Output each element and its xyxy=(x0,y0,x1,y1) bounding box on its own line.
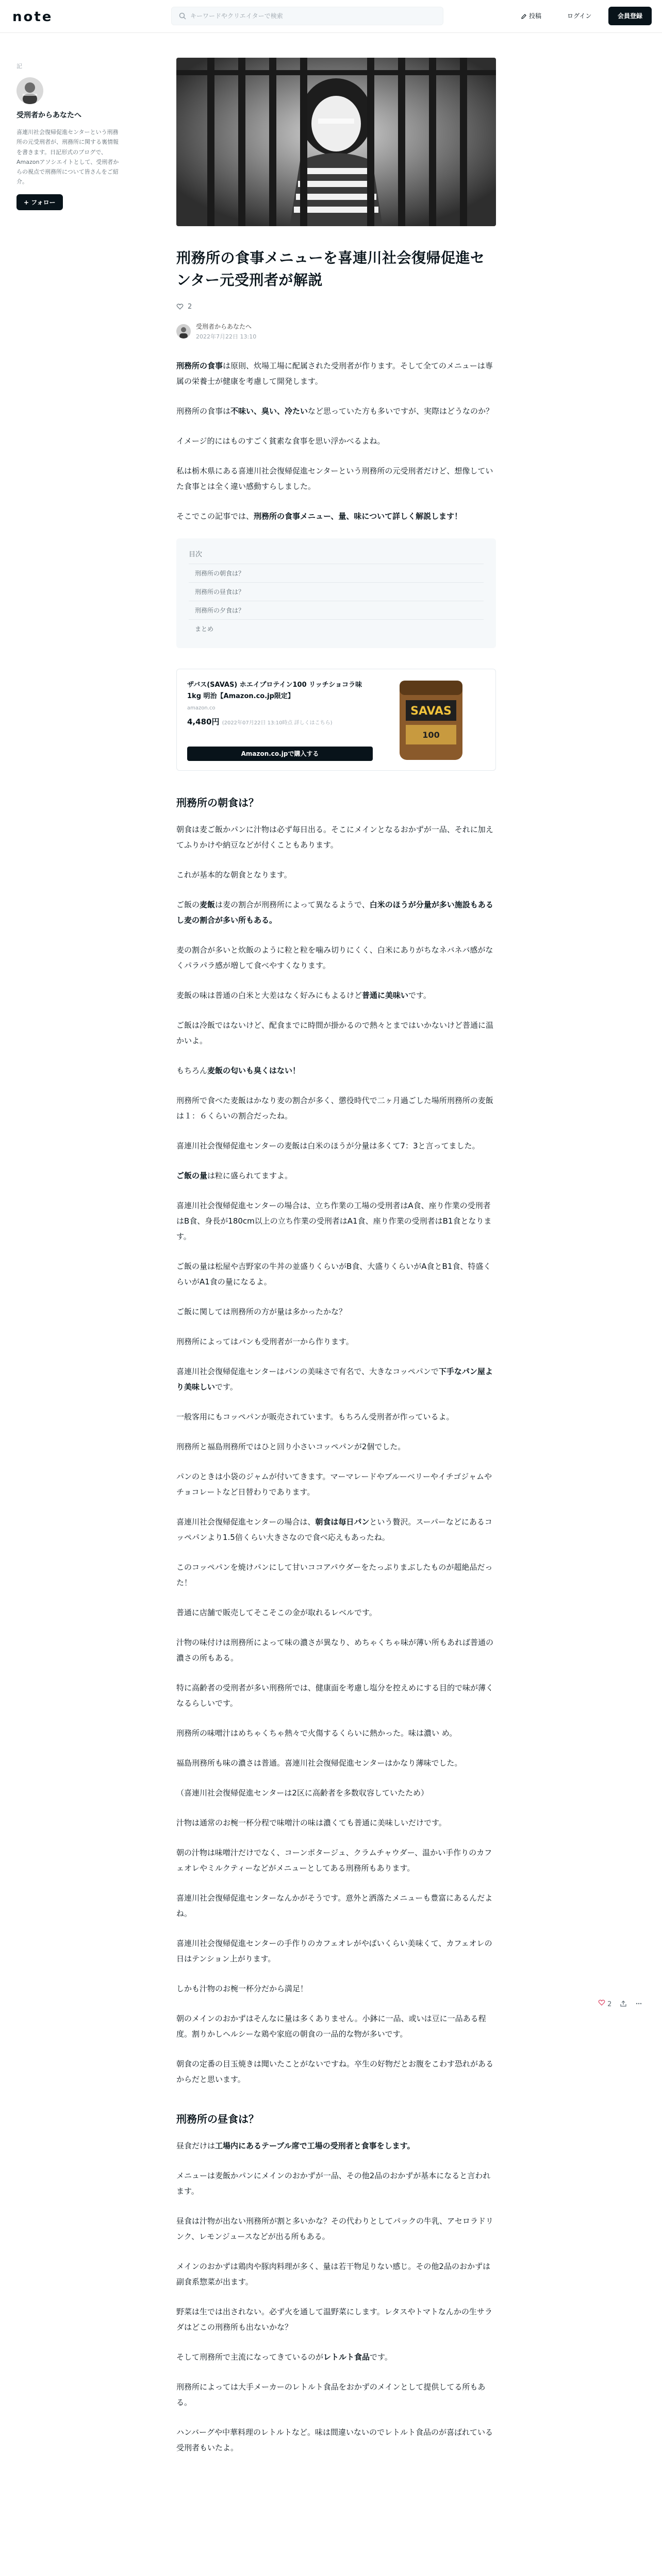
publish-date: 2022年7月22日 13:10 xyxy=(196,333,257,340)
paragraph: そこでこの記事では、刑務所の食事メニュー、量、味について詳しく解説します！ xyxy=(176,511,462,521)
paragraph: メニューは麦飯かパンにメインのおかずが一品、その他2品のおかずが基本になると言われます。 xyxy=(176,2171,491,2196)
heart-icon xyxy=(598,1999,605,2006)
paragraph: 喜連川社会復帰促進センターの場合は、立ち作業の工場の受刑者はA食、座り作業の受刑者はB食、身長が180cm以上の立ち作業の受刑者はA1食、座り作業の受刑者はB1食となります。 xyxy=(176,1200,492,1241)
author-avatar[interactable] xyxy=(16,77,43,104)
follow-button-label: フォロー xyxy=(31,198,56,206)
product-title[interactable]: ザバス(SAVAS) ホエイプロテイン100 リッチショコラ味 1kg 明治【Amazon.co.jp限定】 xyxy=(187,681,362,700)
pen-icon xyxy=(521,13,527,20)
sidebar-label: 記 xyxy=(16,63,22,70)
like-summary xyxy=(176,303,496,311)
login-button[interactable]: ログイン xyxy=(567,12,592,20)
plus-icon: + xyxy=(24,198,31,206)
heart-icon[interactable] xyxy=(176,303,184,310)
paragraph: 昼食だけは工場内にあるテーブル席で工場の受刑者と食事をします。 xyxy=(176,2141,415,2150)
paragraph: そして刑務所で主流になってきているのがレトルト食品です。 xyxy=(176,2352,392,2362)
svg-text:SAVAS: SAVAS xyxy=(410,704,452,718)
paragraph: 一般客用にもコッペパンが販売されています。もちろん受刑者が作っているよ。 xyxy=(176,1412,454,1421)
creator-sidebar xyxy=(16,62,124,210)
paragraph: （喜連川社会復帰促進センターは2区に高齢者を多数収容していたため） xyxy=(176,1788,428,1798)
toc-heading[interactable]: 目次 xyxy=(189,550,203,558)
paragraph: 喜連川社会復帰促進センターなんかがそうです。意外と洒落たメニューも豊富にあるんだよね。 xyxy=(176,1893,493,1918)
paragraph: 刑務所の食事は不味い、臭い、冷たいなど思っていた方も多いですが、実際はどうなのか？ xyxy=(176,406,494,416)
note-logo[interactable]: note xyxy=(12,9,53,25)
paragraph: イメージ的にはものすごく貧素な食事を思い浮かべるよね。 xyxy=(176,436,385,446)
paragraph: ご飯の量は松屋や吉野家の牛丼の並盛りくらいがB食、大盛りくらいがA食とB1食、特盛くらいがA1食の量になるよ。 xyxy=(176,1261,491,1286)
paragraph: 特に高齢者の受刑者が多い刑務所では、健康面を考慮し塩分を控えめにする目的で味が薄くなるらしいです。 xyxy=(176,1683,494,1708)
paragraph: これが基本的な朝食となります。 xyxy=(176,870,292,879)
buy-on-amazon-button[interactable]: Amazon.co.jpで購入する xyxy=(187,747,373,761)
paragraph: ご飯は冷飯ではないけど、配食までに時間が掛かるので熱々とまではいかないけど普通に温かいよ。 xyxy=(176,1020,494,1045)
toc-item[interactable]: 刑務所の夕食は？ xyxy=(189,601,484,619)
article-column xyxy=(176,58,496,2470)
paragraph: メインのおかずは鶏肉や豚肉料理が多く、量は若干物足りない感じ。その他2品のおかずは副食系惣菜が出ます。 xyxy=(176,2261,490,2286)
paragraph: 朝食の定番の目玉焼きは聞いたことがないですね。卒生の好物だとお腹をこわす恐れがあるからだと思います。 xyxy=(176,2059,494,2084)
paragraph: ハンバーグや中華料理のレトルトなど。味は間違いないのでレトルト食品のが喜ばれている受刑者もいたよ。 xyxy=(176,2427,493,2452)
signup-button[interactable]: 会員登録 xyxy=(608,7,652,25)
paragraph: 福島刑務所も味の濃さは普通。喜連川社会復帰促進センターはかなり薄味でした。 xyxy=(176,1758,462,1768)
author-avatar-small[interactable] xyxy=(176,324,191,338)
paragraph: 刑務所と福島刑務所ではひと回り小さいコッペパンが2個でした。 xyxy=(176,1442,406,1451)
paragraph: 野菜は生では出されない。必ず火を通して温野菜にします。レタスやトマトなんかの生サラダはどこの刑務所も出ないかな？ xyxy=(176,2307,492,2332)
search-input[interactable] xyxy=(190,7,438,25)
floating-like-count: 2 xyxy=(607,2001,612,2008)
paragraph: 刑務所によってはパンも受刑者が一から作ります。 xyxy=(176,1336,354,1346)
paragraph: 朝のメインのおかずはそんなに量は多くありません。小鉢に一品、或いは豆に一品ある程度。割りかしヘルシーな鶏や家庭の朝食の一品的な物が多いです。 xyxy=(176,2013,486,2039)
article-body xyxy=(176,358,496,2455)
table-of-contents xyxy=(176,538,496,648)
paragraph: もちろん麦飯の匂いも臭くはない！ xyxy=(176,1065,301,1075)
global-header xyxy=(0,0,662,33)
toc-item[interactable]: 刑務所の朝食は？ xyxy=(189,564,484,582)
paragraph: このコッペパンを焼けパンにして甘いココアパウダーをたっぷりまぶしたものが超絶品だった！ xyxy=(176,1562,493,1587)
amazon-product-card[interactable] xyxy=(176,669,496,771)
floating-actions xyxy=(598,1999,642,2008)
paragraph: 普通に店舗で販売してそこそこの金が取れるレベルです。 xyxy=(176,1607,377,1617)
paragraph: 喜連川社会復帰促進センターの場合は、朝食は毎日パンという贅沢。スーパーなどにあるコッペパンより1.5倍くらい大きさなので食べ応えもあったね。 xyxy=(176,1517,492,1542)
article-title: 刑務所の食事メニューを喜連川社会復帰促進センター元受刑者が解説 xyxy=(176,249,485,289)
price-note: (2022年07月22日 13:10時点 詳しくはこちら) xyxy=(222,720,333,726)
follow-button[interactable] xyxy=(16,194,63,210)
toc-item[interactable]: まとめ xyxy=(189,619,484,638)
author-name[interactable]: 受刑者からあなたへ xyxy=(196,323,252,330)
paragraph: 私は栃木県にある喜連川社会復帰促進センターという刑務所の元受刑者だけど、想像していた食事とは全く違い感動すらしました。 xyxy=(176,466,493,491)
paragraph: 汁物は通常のお椀一杯分程で味噌汁の味は濃くても普通に美味しいだけです。 xyxy=(176,1818,446,1827)
paragraph: ご飯の量は粒に盛られてますよ。 xyxy=(176,1171,293,1180)
post-button[interactable] xyxy=(521,7,541,25)
search-icon xyxy=(179,12,186,22)
article-author[interactable] xyxy=(176,322,496,341)
more-icon[interactable] xyxy=(635,2000,642,2007)
hero-image xyxy=(176,58,496,226)
paragraph: しかも汁物のお椀一杯分だから満足！ xyxy=(176,1984,308,1993)
toc-item[interactable]: 刑務所の昼食は？ xyxy=(189,582,484,601)
share-icon[interactable] xyxy=(620,2000,627,2007)
post-button-label: 投稿 xyxy=(529,12,542,20)
paragraph: ご飯に関しては刑務所の方が量は多かったかな？ xyxy=(176,1307,347,1316)
paragraph: 喜連川社会復帰促進センターの麦飯は白米のほうが分量は多くて7：3と言ってました。 xyxy=(176,1141,480,1150)
sidebar-author-name[interactable]: 受刑者からあなたへ xyxy=(16,111,81,120)
paragraph: ご飯の麦飯は麦の割合が刑務所によって異なるようで、白米のほうが分量が多い施設もあるし麦の割合が多い所もある。 xyxy=(176,900,493,925)
paragraph: 朝の汁物は味噌汁だけでなく、コーンポタージュ、クラムチャウダー、温かい手作りのカフェオレやミルクティーなどがメニューとしてある刑務所もあります。 xyxy=(176,1848,492,1873)
search-bar[interactable] xyxy=(171,7,443,25)
product-source: amazon.co xyxy=(187,705,216,711)
paragraph: 昼食は汁物が出ない刑務所が割と多いかな？その代わりとしてパックの牛乳、アセロラドリンク、レモンジュースなどが出る所もある。 xyxy=(176,2216,493,2241)
svg-text:100: 100 xyxy=(422,730,440,740)
paragraph: 刑務所で食べた麦飯はかなり麦の割合が多く、懲役時代で二ヶ月過ごした場所刑務所の麦飯は１：６くらいの割合だったね。 xyxy=(176,1095,493,1121)
floating-like[interactable] xyxy=(598,1999,611,2008)
paragraph: 麦飯の味は普通の白米と大差はなく好みにもよるけど普通に美味いです。 xyxy=(176,990,431,1000)
paragraph: 喜連川社会復帰促進センターの手作りのカフェオレがやばいくらい美味くて、カフェオレの日はテンション上がります。 xyxy=(176,1938,492,1963)
paragraph: パンのときは小袋のジャムが付いてきます。マーマレードやブルーベリーやイチゴジャムやチョコレートなど日替わりであります。 xyxy=(176,1471,492,1497)
paragraph: 麦の割合が多いと炊飯のように粒と粒を噛み切りにくく、白米にありがちなネバネバ感がなくパラパラ感が増して食べやすくなります。 xyxy=(176,945,493,970)
section-heading-breakfast: 刑務所の朝食は？ xyxy=(176,796,259,809)
paragraph: 朝食は麦ご飯かパンに汁物は必ず毎日出る。そこにメインとなるおかずが一品、それに加えてふりかけや納豆などが付くこともあります。 xyxy=(176,824,493,850)
section-heading-lunch: 刑務所の昼食は？ xyxy=(176,2112,259,2125)
paragraph: 汁物の味付けは刑務所によって味の濃さが異なり、めちゃくちゃ味が薄い所もあれば普通の濃さの所もある。 xyxy=(176,1637,494,1663)
paragraph: 刑務所によっては大手メーカーのレトルト食品をおかずのメインとして提供してる所もある。 xyxy=(176,2382,486,2407)
paragraph: 刑務所の食事は原則、炊場工場に配属された受刑者が作ります。そして全てのメニューは専属の栄養士が健康を考慮して開発します。 xyxy=(176,361,493,386)
product-image[interactable] xyxy=(392,677,470,763)
price-value: 4,480円 xyxy=(187,717,220,726)
like-count[interactable]: 2 xyxy=(188,302,192,311)
sidebar-author-bio: 喜連川社会復帰促進センターという刑務所の元受刑者が、刑務所に関する裏情報を書きます。日記形式のブログで、Amazonアソシエイトとして、受刑者からの視点で刑務所について皆さんをご紹介。 xyxy=(16,129,119,185)
paragraph: 喜連川社会復帰促進センターはパンの美味さで有名で、大きなコッペパンで下手なパン屋より美味しいです。 xyxy=(176,1366,493,1392)
paragraph: 刑務所の味噌汁はめちゃくちゃ熱々で火傷するくらいに熱かった。味は濃い め。 xyxy=(176,1728,457,1738)
